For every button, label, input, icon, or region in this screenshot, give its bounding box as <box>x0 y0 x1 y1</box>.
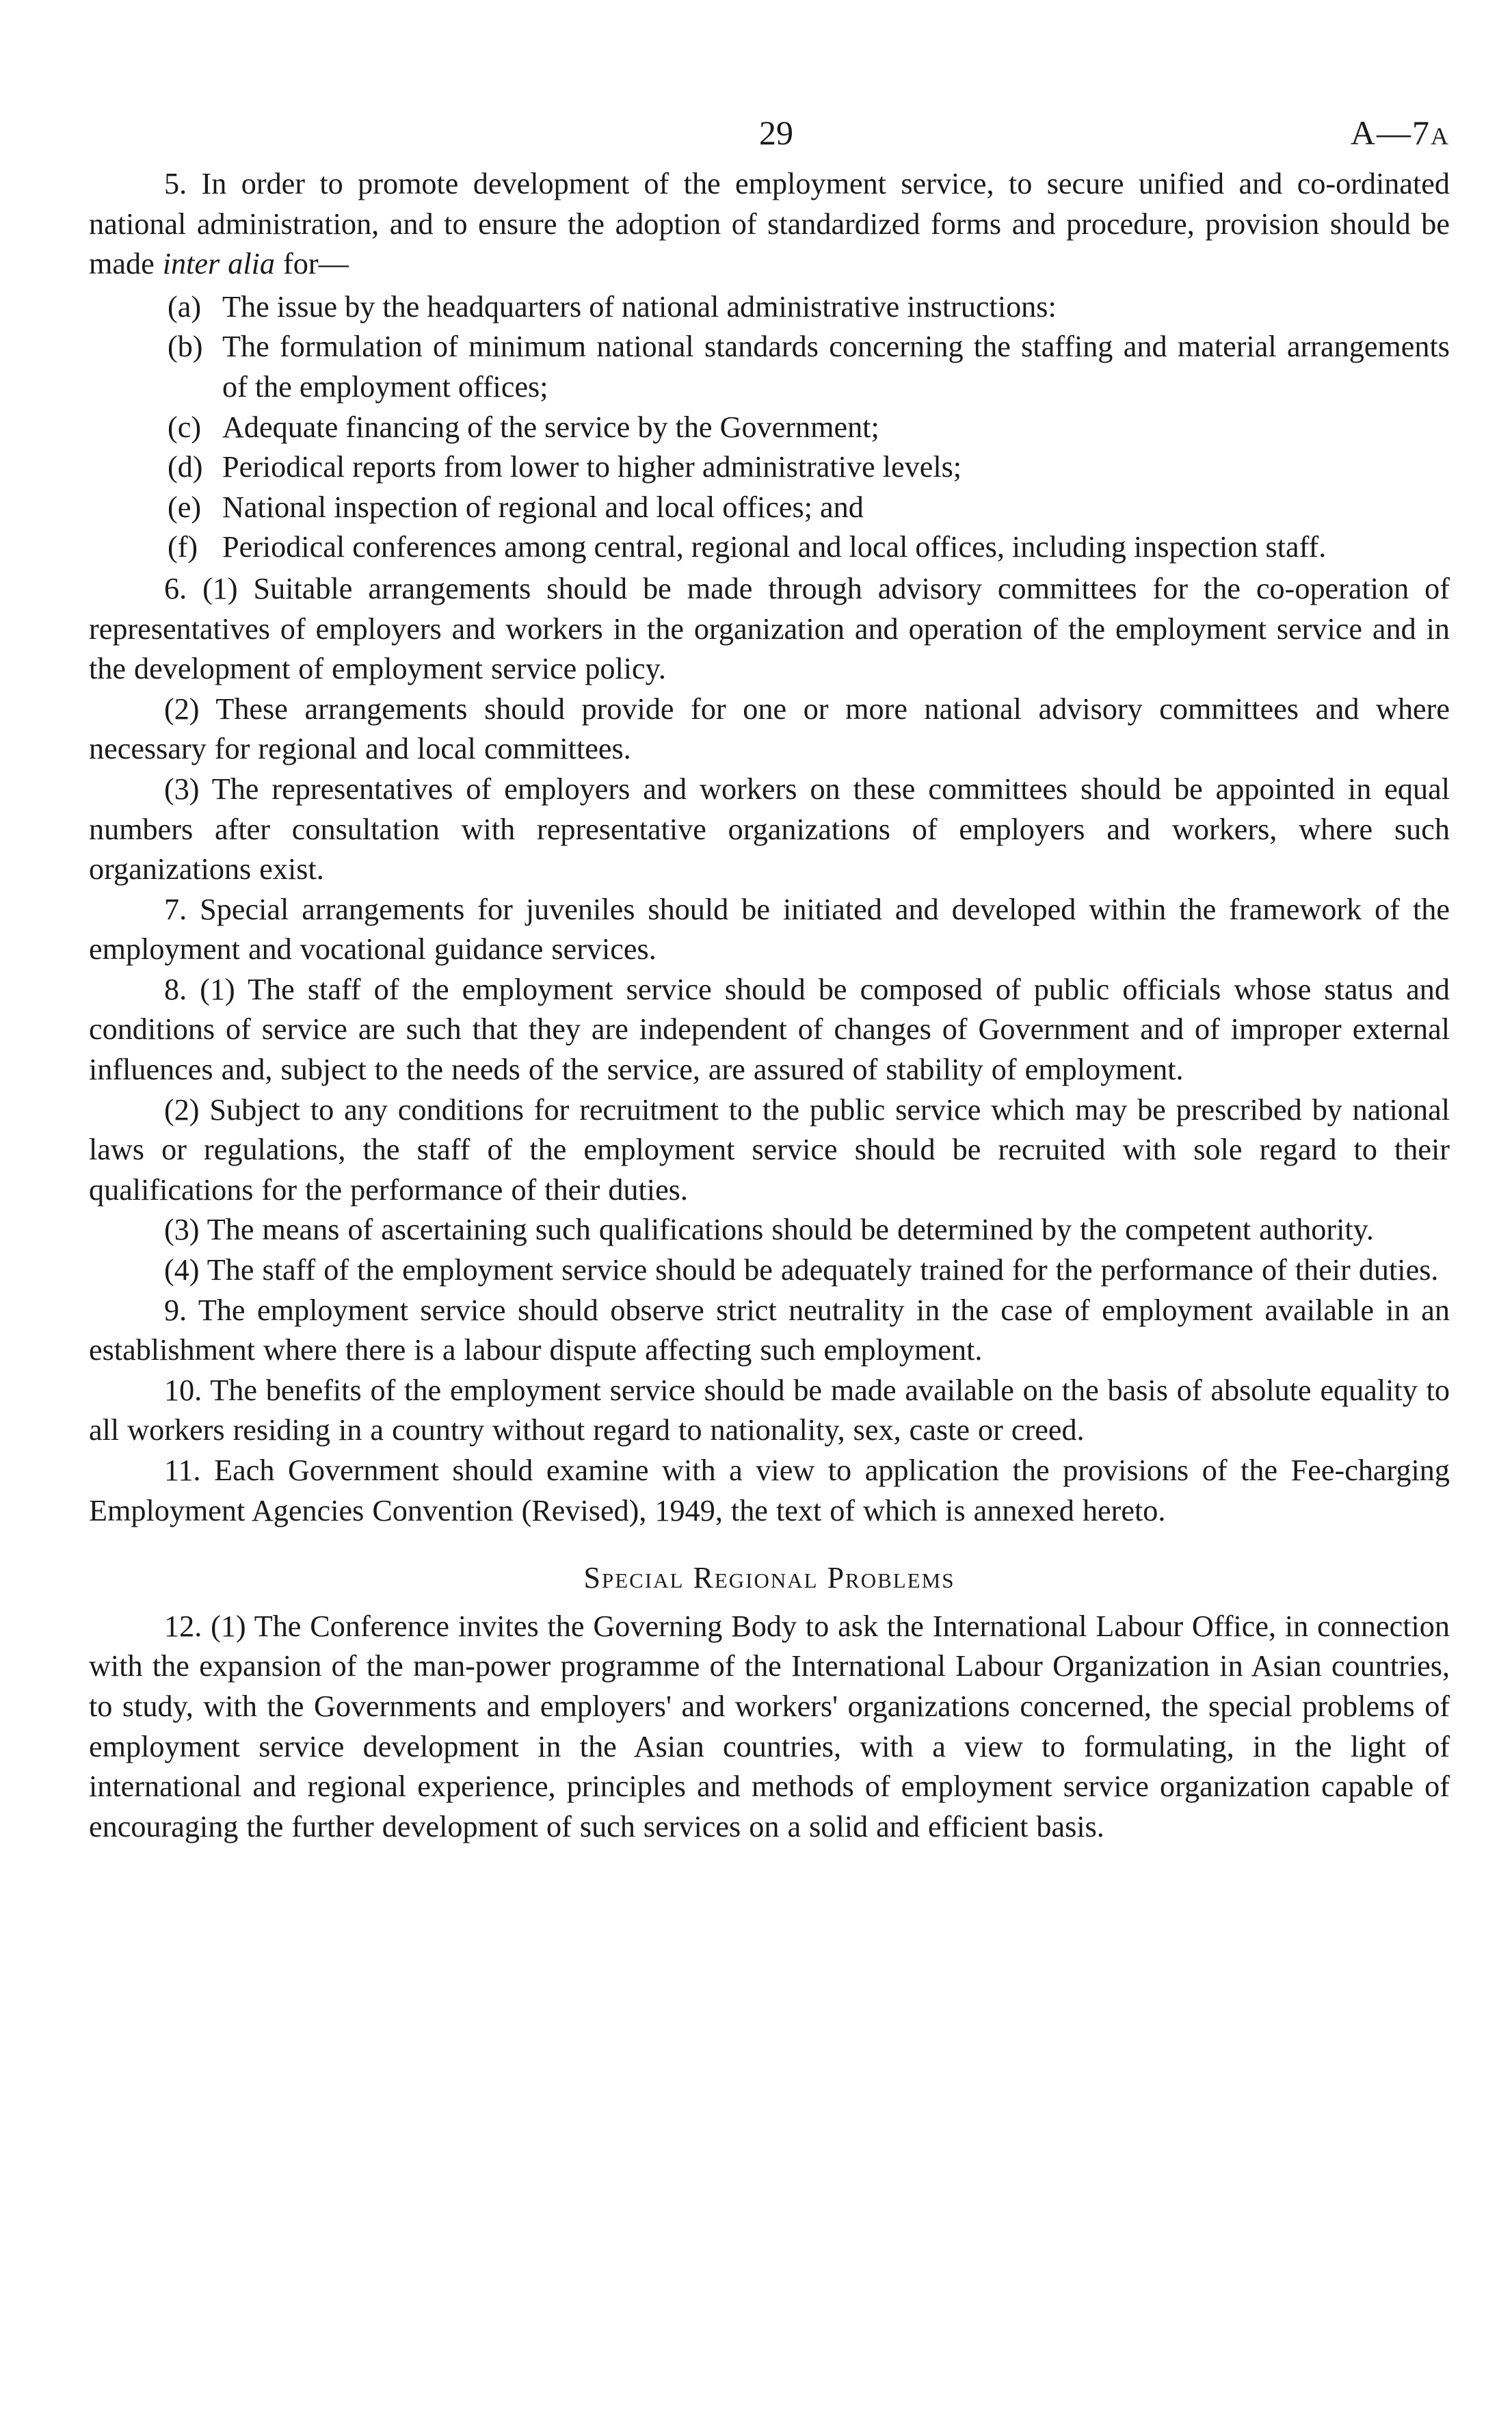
page-header <box>89 103 1450 164</box>
paragraph-8-2: (2) Subject to any conditions for recruitment to the public service which may be prescribed by national laws or regulations, the staff of the employment service should be recruited with sole regard to their qualifications for the performance of their duties. <box>89 1092 1450 1207</box>
paragraph-10: 10. The benefits of the employment service should be made available on the basis of absolute equality to all workers residing in a country without regard to nationality, sex, caste or creed. <box>89 1373 1450 1447</box>
paragraph-6-3: (3) The representatives of employers and workers on these committees should be appointed in equal numbers after consultation with representative organizations of employers and workers, where such organizations exist. <box>89 772 1450 886</box>
list-item-text: Periodical conferences among central, regional and local offices, including inspection staff. <box>222 530 1327 564</box>
paragraph-5-italic: inter alia <box>162 247 275 281</box>
list-item-text: The issue by the headquarters of national administrative instructions: <box>222 289 1057 324</box>
paragraph-8-1: 8. (1) The staff of the employment service should be composed of public officials whose status and conditions of service are such that they are independent of changes of Government and of improper external influences and, subject to the needs of the service, are assured of stability of employment. <box>89 972 1450 1087</box>
list-item-marker: (a) <box>168 289 202 324</box>
list-item <box>89 488 1450 528</box>
paragraph-5-text: 5. In order to promote development of the employment service, to secure unified and co-ordinated national administration, and to ensure the adoption of standardized forms and procedure, provision should be made <box>89 167 1450 281</box>
paragraph-11: 11. Each Government should examine with a view to application the provisions of the Fee-charging Employment Agencies Convention (Revised), 1949, the text of which is annexed hereto. <box>89 1454 1450 1527</box>
paragraph-8-3: (3) The means of ascertaining such qualifications should be determined by the competent authority. <box>164 1213 1374 1247</box>
list-item-marker: (d) <box>168 450 203 484</box>
list-item-marker: (f) <box>168 530 198 564</box>
list-item-text: Periodical reports from lower to higher administrative levels; <box>222 450 962 484</box>
list-item <box>89 447 1450 488</box>
document-page <box>89 103 1450 1847</box>
paragraph-6-2: (2) These arrangements should provide for one or more national advisory committees and where necessary for regional and local committees. <box>89 692 1450 766</box>
list-item <box>89 287 1450 328</box>
paragraph-5-list <box>89 287 1450 568</box>
list-item <box>89 327 1450 407</box>
document-reference-main: A—7 <box>1350 114 1431 152</box>
document-reference-suffix: A <box>1431 122 1450 150</box>
paragraph-6-1: 6. (1) Suitable arrangements should be made through advisory committees for the co-operation of representatives of employers and workers in the organization and operation of the employment service and in the development of employment service policy. <box>89 571 1450 686</box>
list-item-text: National inspection of regional and local offices; and <box>222 490 864 524</box>
paragraph-5-text-end: for— <box>275 247 349 281</box>
page-number: 29 <box>759 114 793 152</box>
paragraph-7: 7. Special arrangements for juveniles should be initiated and developed within the framework of the employment and vocational guidance services. <box>89 892 1450 967</box>
paragraph-8-4: (4) The staff of the employment service should be adequately trained for the performance of their duties. <box>164 1253 1439 1287</box>
list-item-marker: (b) <box>168 330 203 364</box>
section-heading: Special Regional Problems <box>583 1561 955 1595</box>
list-item-marker: (e) <box>168 490 202 524</box>
list-item-text: The formulation of minimum national standards concerning the staffing and material arrangements of the employment offices; <box>222 330 1450 404</box>
list-item-marker: (c) <box>168 410 202 444</box>
paragraph-5 <box>89 164 1450 285</box>
paragraph-12-1: 12. (1) The Conference invites the Governing Body to ask the International Labour Office, in connection with the expansion of the man-power programme of the International Labour Organization in Asian countries, to study, with the Governments and employers' and workers' organizations concerned, the special problems of employment service development in the Asian countries, with a view to formulating, in the light of international and regional experience, principles and methods of employment service organization capable of encouraging the further development of such services on a solid and efficient basis. <box>89 1609 1450 1843</box>
paragraph-9: 9. The employment service should observe strict neutrality in the case of employment available in an establishment where there is a labour dispute affecting such employment. <box>89 1293 1450 1367</box>
list-item-text: Adequate financing of the service by the Government; <box>222 410 879 444</box>
list-item <box>89 408 1450 448</box>
document-reference <box>1351 113 1450 153</box>
list-item <box>89 527 1450 568</box>
